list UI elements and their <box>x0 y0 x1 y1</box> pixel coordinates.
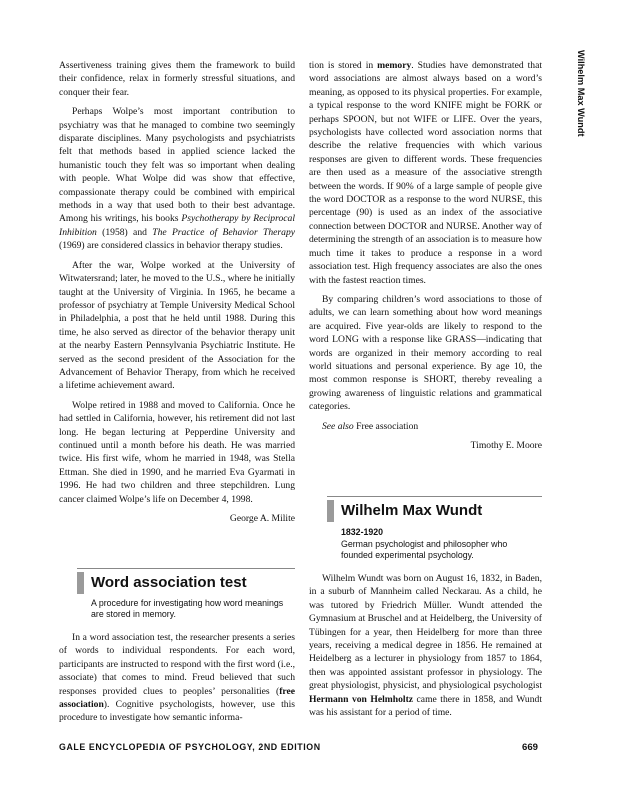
right-column <box>309 59 542 452</box>
paragraph: Wilhelm Wundt was born on August 16, 1832, in Baden, in a suburb of Mannheim called Neckarau. As a child, he was tutored by Friedrich Müller. Wundt attended the Gymnasium at Bruschel and at Heidelberg, the University of Tübingen for a year, then Heidelberg for more than three years, receiving a medical degree in 1856. He remained at Heidelberg as a lecturer in physiology from 1857 to 1864, then was appointed assistant professor in physiology. The great physiologist, physicist, and physiological psychologist Hermann von Helmholtz came there in 1858, and Wundt was his assistant for a period of time. <box>309 573 542 719</box>
word-association-body-left <box>59 631 295 731</box>
paragraph: Perhaps Wolpe’s most important contribution to psychiatry was that he managed to combine two seemingly disparate disciplines. Many psychologists and psychiatrists felt that methods based in applied science lacked the humanistic touch they felt was so important when dealing with people. What Wolpe did was show that effective, compassionate therapy could be combined with empirical methods in a way that used both to their best advantage. Among his writings, his books Psychotherapy by Reciprocal Inhibition (1958) and The Practice of Behavior Therapy (1969) are considered classics in behavior therapy studies. <box>59 106 295 252</box>
author-signature: Timothy E. Moore <box>470 439 542 451</box>
footer-page-number: 669 <box>522 742 539 753</box>
paragraph: By comparing children’s word associations to those of adults, we can learn something about how word meanings are acquired. Five year-olds are likely to respond to the word LONG with a response like GRASS—indicating that words are organized in their memory according to real world situations and personal experience. By age 10, the most common response is SHORT, thereby revealing a growing awareness of linguistic relations and grammatical categories. <box>309 293 542 413</box>
entry-title: Word association test <box>91 574 247 591</box>
paragraph: After the war, Wolpe worked at the University of Witwatersrand; later, he moved to the U.S., where he initially taught at the University of Virginia. In 1965, he became a professor of psychiatry at Temple University Medical School in Philadelphia, a post that he held until 1988. During this time, he also served as director of the behavior therapy unit at the nearby Eastern Pennsylvania Psychiatric Institute. He served as the second president of the Association for the Advancement of Behavior Therapy, from which he received a lifetime achievement award. <box>59 259 295 392</box>
paragraph: Assertiveness training gives them the framework to build their confidence, relax in formerly stressful situations, and conquer their fear. <box>59 60 295 98</box>
paragraph: In a word association test, the researcher presents a series of words to individual respondents. For each word, participants are instructed to respond with the first word (i.e., associate) that comes to mind. Freud believed that such responses provided clues to peoples’ personalities (free association). Cognitive psychologists, however, use this procedure to investigate how semantic informa- <box>59 632 295 724</box>
side-tab-entry-name: Wilhelm Max Wundt <box>576 50 586 137</box>
author-signature: George A. Milite <box>229 513 295 524</box>
entry-description: German psychologist and philosopher who founded experimental psychology. <box>341 539 508 560</box>
header-accent-bar <box>327 500 334 522</box>
wundt-body <box>309 572 542 725</box>
paragraph: Wolpe retired in 1988 and moved to California. Once he had settled in California, however, his retirement did not last long. He began lecturing at Pepperdine University and continued until a month before his death. He was married twice. His first wife, whom he married in 1948, was Stella Ettman. She died in 1990, and he married Eva Gyarmati in 1996. He had two children and three stepchildren. Lung cancer claimed Wolpe’s life on December 4, 1998. <box>59 399 295 505</box>
entry-header-word-association <box>77 568 295 625</box>
entry-title: Wilhelm Max Wundt <box>341 502 483 519</box>
left-column <box>59 59 295 525</box>
entry-header-wundt <box>327 496 542 563</box>
entry-years: 1832-1920 <box>341 527 384 537</box>
header-accent-bar <box>77 572 84 594</box>
footer-publication-title: GALE ENCYCLOPEDIA OF PSYCHOLOGY, 2ND EDITION <box>59 742 321 752</box>
paragraph-continued: tion is stored in memory. Studies have demonstrated that word associations are almost always based on a word’s meaning, as opposed to its physical properties. For example, a typical response to the word KNIFE might be FORK or perhaps SPOON, but not WIFE or LIFE. Over the years, psychologists have collected word association norms that describe the relative frequencies with which various responses are given to different words. These frequencies are then used as a measure of the associative strength between the words. If 90% of a large sample of people give the word DOCTOR as a response to the word NURSE, this percentage (90) is used as an index of the associative connection between DOCTOR and NURSE. Another way of determining the strength of an association is to measure how much time it takes to produce a response in a word association test. High frequency associates are also the ones with the fastest reaction times. <box>309 60 542 286</box>
entry-subtitle: A procedure for investigating how word meanings are stored in memory. <box>91 598 284 619</box>
see-also: See also Free association <box>322 420 419 432</box>
